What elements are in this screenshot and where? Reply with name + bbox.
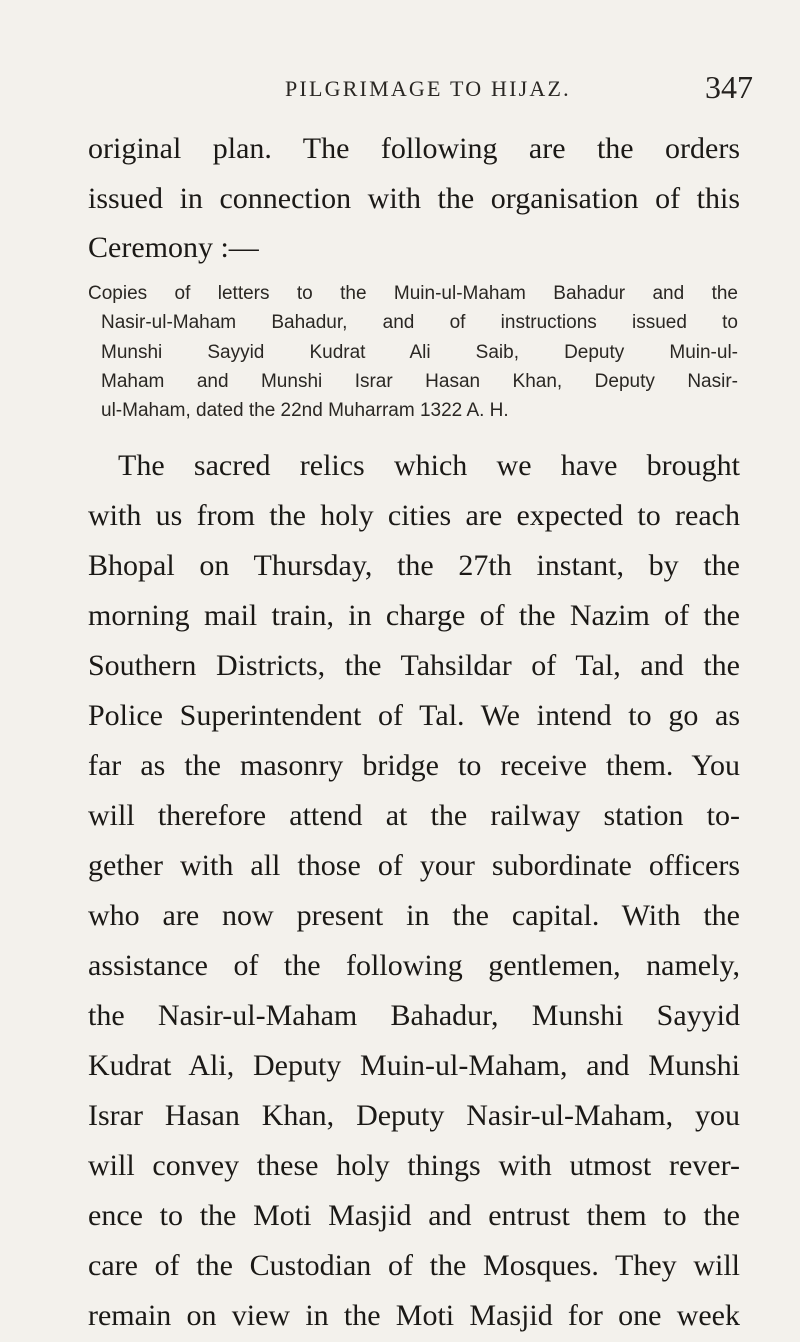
text-line: with us from the holy cities are expected to reach (88, 499, 740, 532)
text-line: ence to the Moti Masjid and entrust them to the (88, 1199, 740, 1232)
running-title: PILGRIMAGE TO HIJAZ. (285, 76, 571, 101)
text-line: Bhopal on Thursday, the 27th instant, by the (88, 549, 740, 582)
text-line: morning mail train, in charge of the Nazim of the (88, 599, 740, 632)
text-line: issued in connection with the organisation of this (88, 182, 740, 215)
text-line: The sacred relics which we have brought (118, 449, 740, 482)
note-line: Munshi Sayyid Kudrat Ali Saib, Deputy Muin-ul- (101, 342, 738, 363)
note-line: Nasir-ul-Maham Bahadur, and of instructions issued to (101, 312, 738, 333)
text-line: Ceremony :— (88, 231, 259, 264)
text-line: will convey these holy things with utmost rever- (88, 1149, 740, 1182)
text-line: will therefore attend at the railway station to- (88, 799, 740, 832)
note-line: Copies of letters to the Muin-ul-Maham Bahadur and the (88, 283, 738, 304)
text-line: remain on view in the Moti Masjid for one week (88, 1299, 740, 1332)
text-line: Israr Hasan Khan, Deputy Nasir-ul-Maham, you (88, 1099, 740, 1132)
text-line: original plan. The following are the orders (88, 132, 740, 165)
running-head (80, 66, 753, 106)
text-line: care of the Custodian of the Mosques. They will (88, 1249, 740, 1282)
page-number: 347 (705, 69, 753, 105)
text-line: gether with all those of your subordinate officers (88, 849, 740, 882)
text-line: Southern Districts, the Tahsildar of Tal, and the (88, 649, 740, 682)
text-line: Police Superintendent of Tal. We intend to go as (88, 699, 740, 732)
note-line: Maham and Munshi Israr Hasan Khan, Deputy Nasir- (101, 371, 738, 392)
text-line: far as the masonry bridge to receive them. You (88, 749, 740, 782)
text-line: the Nasir-ul-Maham Bahadur, Munshi Sayyid (88, 999, 740, 1032)
text-line: who are now present in the capital. With the (88, 899, 740, 932)
text-line: Kudrat Ali, Deputy Muin-ul-Maham, and Munshi (88, 1049, 740, 1082)
text-line: assistance of the following gentlemen, namely, (88, 949, 740, 982)
note-line: ul-Maham, dated the 22nd Muharram 1322 A. H. (101, 400, 509, 421)
